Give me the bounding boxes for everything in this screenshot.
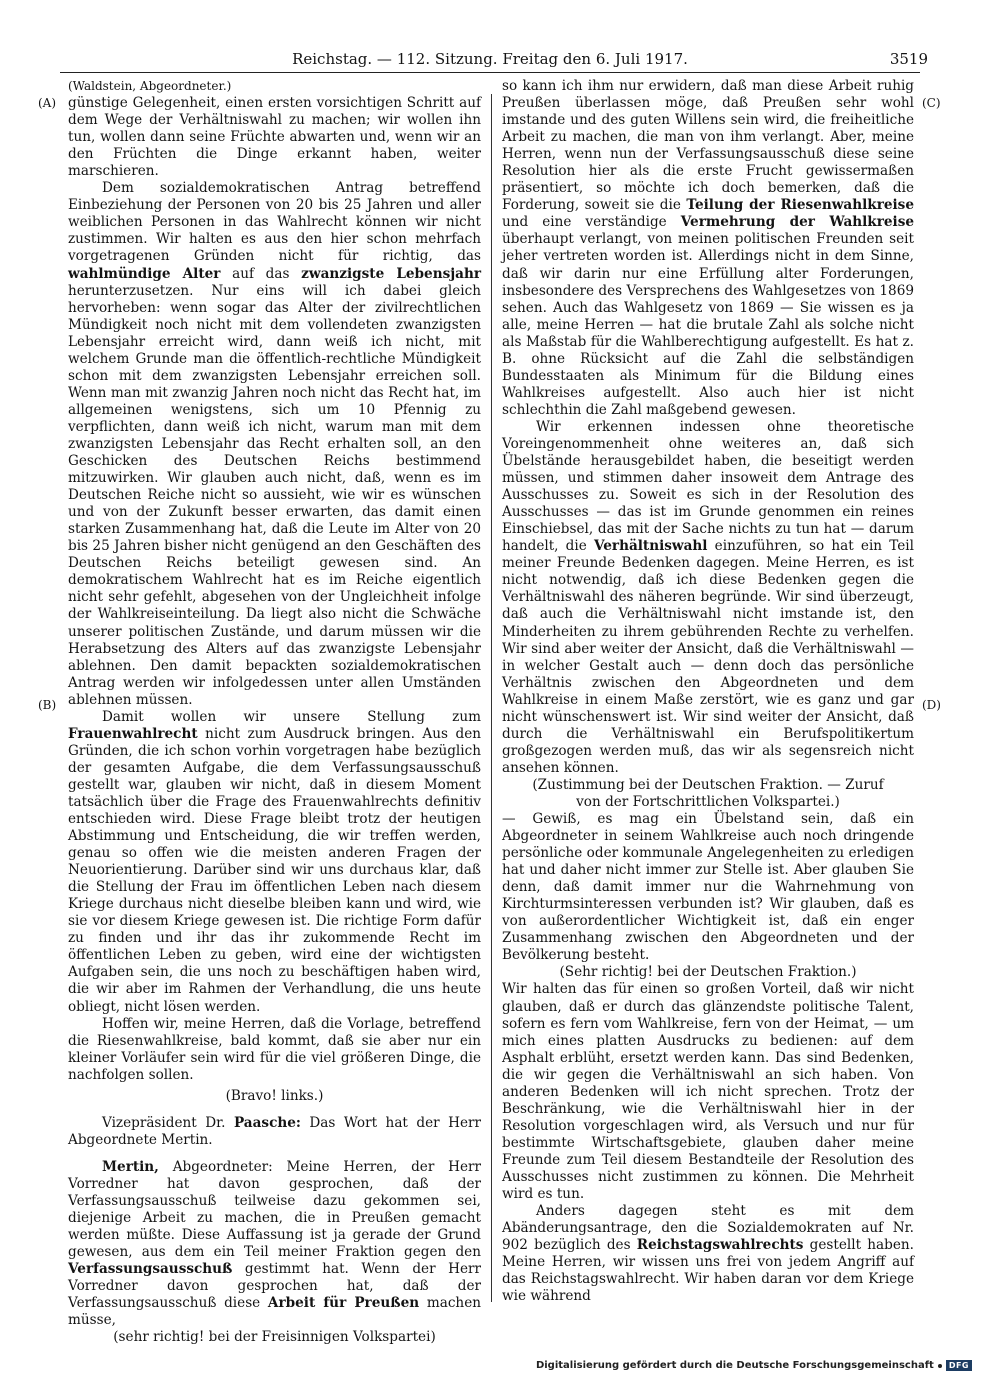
header-title: Reichstag. — 112. Sitzung. Freitag den 6. Juli 1917. <box>292 50 688 68</box>
speaker-heading: (Waldstein, Abgeordneter.) <box>68 79 232 93</box>
paragraph: günstige Gelegenheit, einen ersten vorsichtigen Schritt auf dem Wege der Verhältniswahl zu machen; wir wollen ihn tun, wollen dann seine Früchte abwarten und, wenn wir an den Früchten die Dinge erkannt haben, weiter marschieren. <box>68 95 481 180</box>
paragraph: Wir halten das für einen so großen Vorteil, daß wir nicht glauben, daß er durch das glänzendste politische Talent, sofern es fern vom Wahlkreise, fern von der Heimat, — um mich eines platten Ausdrucks zu bedienen: auf dem Asphalt erblüht, ersetzt werden kann. Das sind Bedenken, die wir gegen die Verhältniswahl an sich haben. Von anderen Bedenken will ich nicht sprechen. Trotz der Beschränkung, wie die Verhältniswahl hier in der Resolution vorgeschlagen wird, als Versuch und nur für bestimmte Wirtschaftsgebiete, glauben daher meine Freunde zum Teil diesem Bestandteile der Resolution des Ausschusses nicht zustimmen zu können. Die Mehrheit wird es tun. <box>502 981 914 1203</box>
paragraph: Vizepräsident Dr. Paasche: Das Wort hat der Herr Abgeordnete Mertin. <box>68 1114 482 1148</box>
emphasis: Teilung der Riesenwahlkreise <box>686 197 914 214</box>
column-divider <box>491 94 492 1302</box>
margin-marker-a: (A) <box>38 96 57 110</box>
paragraph: Dem sozialdemokratischen Antrag betreffend Einbeziehung der Personen von 20 bis 25 Jahren und aller weiblichen Personen in das Wahlrecht können wir nicht zustimmen. Wir halten es aus den hier schon mehrfach vorgetragenen Gründen nicht für richtig, das wahlmündige Alter auf das zwanzigste Lebensjahr herunterzusetzen. Nur eins will ich dabei gleich hervorheben: wenn sogar das Alter der zivilrechtlichen Mündigkeit noch nicht mit dem vollendeten zwanzigsten Lebensjahr erreicht wird, dann weiß ich nicht, mit welchem Grunde man die öffentlich-rechtliche Mündigkeit schon mit dem zwanzigsten Lebensjahr erreichen soll. Wenn man mit zwanzig Jahren noch nicht das Recht hat, im allgemeinen wenigstens, sich um 10 Pfennig zu verpflichten, dann weiß ich nicht, warum man mit dem zwanzigsten Lebensjahr das Recht erhalten soll, an den Geschicken des Deutschen Reichs bestimmend mitzuwirken. Wir glauben auch nicht, daß, wenn es im Deutschen Reiche nicht so aussieht, wie wir es wünschen und von der Zukunft besser erwarten, das damit einen starken Zusammenhang hat, daß die Leute im Alter von 20 bis 25 Jahren bisher nicht genügend an den Geschäften des Deutschen Reichs beteiligt gewesen sind. An demokratischem Wahlrecht hat es im Reiche eigentlich nicht sehr gefehlt, abgesehen von der Ungleichheit infolge der Wahlkreiseinteilung. Da liegt also nicht die Schwäche unserer politischen Zustände, und darum müssen wir die Herabsetzung des Alters auf das zwanzigste Lebensjahr ablehnen. Den damit bepackten sozialdemokratischen Antrag werden wir infolgedessen unter allen Umständen ablehnen müssen. <box>68 180 481 708</box>
page-number: 3519 <box>889 50 928 68</box>
emphasis: Verfassungsausschuß <box>68 1261 233 1278</box>
emphasis: wahlmündige Alter <box>68 265 221 282</box>
paragraph: so kann ich ihm nur erwidern, daß man diese Arbeit ruhig Preußen überlassen möge, daß Preußen sehr wohl imstande und des guten Willens sein wird, die freiheitliche Arbeit zu machen, die man von ihm verlangt. Aber, meine Herren, wenn nun der Verfassungsausschuß diese seine Resolution hier als die erste Frucht gewissermaßen präsentiert, so möchte ich doch bemerken, daß die Forderung, soweit sie die Teilung der Riesenwahlkreise und eine verständige Vermehrung der Wahlkreise überhaupt verlangt, von meinen politischen Freunden seit jeher vertreten worden ist. Allerdings nicht in dem Sinne, daß wir darin nur eine Erfüllung alter Forderungen, insbesondere des Versprechens des Wahlgesetzes von 1869 sehen. Auch das Wahlgesetz von 1869 — Sie wissen es ja alle, meine Herren — hat die brutale Zahl als solche nicht als Maßstab für die Wahlberechtigung aufgestellt. Es hat z. B. ohne Rücksicht auf die Zahl die selbständigen Bundesstaaten als Minimum für die Bildung eines Wahlkreises aufgestellt. Also auch hier ist nicht schlechthin die Zahl maßgebend gewesen. <box>502 78 914 418</box>
emphasis: Verhältniswahl <box>593 538 708 555</box>
running-header <box>60 50 928 72</box>
paragraph: Hoffen wir, meine Herren, daß die Vorlage, betreffend die Riesenwahlkreise, bald kommt, daß sie aber nur ein kleiner Vorläufer sein wird für die viel größeren Dinge, die nachfolgen sollen. <box>68 1015 481 1083</box>
emphasis: Vermehrung der Wahlkreise <box>680 214 914 231</box>
interjection: (Bravo! links.) <box>225 1087 324 1104</box>
speaker-name: Paasche: <box>233 1114 301 1131</box>
footer-text: Digitalisierung gefördert durch die Deutsche Forschungsgemeinschaft <box>535 1360 934 1371</box>
right-column <box>502 78 914 1305</box>
paragraph: Wir erkennen indessen ohne theoretische Voreingenommenheit ohne weiteres an, daß sich Übelstände herausgebildet haben, die beseitigt werden müssen, und stimmen daher insoweit dem Antrage des Ausschusses zu. Soweit es sich in der Resolution des Ausschusses — das ist im Grunde genommen ein reines Einschiebsel, das mit der Sache nichts zu tun hat — darum handelt, die Verhältniswahl einzuführen, so hat ein Teil meiner Freunde Bedenken dagegen. Meine Herren, es ist nicht notwendig, daß ich diese Bedenken gegen die Verhältniswahl des näheren begründe. Wir sind überzeugt, daß auch die Verhältniswahl nicht imstande ist, den Minderheiten zu ihrem gebührenden Rechte zu verhelfen. Wir sind aber weiter der Ansicht, daß die Verhältniswahl — in welcher Gestalt auch — denn doch das persönliche Verhältnis zwischen den Abgeordneten und dem Wahlkreise in einem Maße zerstört, wie es ganz und gar nicht wünschenswert ist. Wir sind weiter der Ansicht, daß durch die Verhältniswahl ein Berufspolitikertum großgezogen werden muß, das wir als segensreich nicht ansehen können. <box>502 418 914 776</box>
emphasis: Frauenwahlrecht <box>68 725 198 742</box>
paragraph: — Gewiß, es mag ein Übelstand sein, daß ein Abgeordneter in seinem Wahlkreise auch noch dringende persönliche oder kommunale Angelegenheiten zu erledigen hat und daher nicht immer zur Stelle ist. Aber glauben Sie denn, daß damit immer nur die Wahrnehmung von Kirchturmsinteressen verbunden ist? Wir glauben, daß es von außerordentlicher Wichtigkeit ist, daß ein enger Zusammenhang zwischen den Abgeordneten und der Bevölkerung besteht. <box>502 811 914 964</box>
dfg-logo-icon: DFG <box>946 1360 972 1371</box>
paragraph: Damit wollen wir unsere Stellung zum Frauenwahlrecht nicht zum Ausdruck bringen. Aus den Gründen, die ich schon vorhin vorgetragen habe bezüglich der gesamten Aufgabe, die dem Verfassungsausschuß gestellt war, glauben wir nicht, daß in diesem Moment tatsächlich über die Frage des Frauenwahlrechts definitiv entschieden wird. Diese Frage bleibt trotz der heutigen Abstimmung und Entscheidung, die wir treffen werden, genau so offen wie die meisten anderen Fragen der Neuorientierung. Darüber sind wir uns durchaus klar, daß die Stellung der Frau im öffentlichen Leben nach diesem Kriege durchaus nicht dieselbe bleiben kann und wird, wie sie vor diesem Kriege gewesen ist. Die richtige Form dafür zu finden und ihr das ihr zukommende Recht im öffentlichen Leben zu geben, wird eine der wichtigsten Aufgaben sein, die uns noch zu beschäftigen haben wird, die wir aber im Rahmen der Verhandlung, die uns heute obliegt, nicht lösen werden. <box>68 708 482 1015</box>
margin-marker-c: (C) <box>922 96 941 110</box>
margin-marker-d: (D) <box>922 698 941 712</box>
emphasis: Arbeit für Preußen <box>267 1295 420 1312</box>
left-column <box>68 78 481 1346</box>
speaker-name: Mertin, <box>102 1158 159 1175</box>
paragraph: Mertin, Abgeordneter: Meine Herren, der Herr Vorredner hat davon gesprochen, daß der Verfassungsausschuß teilweise dazu gekommen sei, diejenige Arbeit zu machen, die in Preußen gemacht werden müßte. Diese Auffassung ist ja gerade der Grund gewesen, aus dem ein Teil meiner Fraktion gegen den Verfassungsausschuß gestimmt hat. Wenn der Herr Vorredner davon gesprochen hat, daß der Verfassungsausschuß diese Arbeit für Preußen machen müsse, <box>68 1158 481 1329</box>
header-rule <box>60 72 920 73</box>
footer-credit <box>536 1360 972 1371</box>
emphasis: Reichstagswahlrechts <box>636 1237 804 1254</box>
emphasis: zwanzigste Lebensjahr <box>301 265 481 282</box>
interjection: (sehr richtig! bei der Freisinnigen Volkspartei) <box>113 1329 436 1346</box>
interjection: (Zustimmung bei der Deutschen Fraktion. — Zuruf von der Fortschrittlichen Volkspartei.) <box>532 776 884 810</box>
interjection: (Sehr richtig! bei der Deutschen Fraktion.) <box>559 964 857 981</box>
margin-marker-b: (B) <box>38 698 57 712</box>
bullet-icon <box>938 1364 942 1368</box>
paragraph: Anders dagegen steht es mit dem Abänderungsantrage, den die Sozialdemokraten auf Nr. 902 bezüglich des Reichstagswahlrechts gestellt haben. Meine Herren, wir wissen uns frei von jedem Angriff auf das Reichstagswahlrecht. Wir haben daran vor dem Kriege wie während <box>502 1203 914 1305</box>
